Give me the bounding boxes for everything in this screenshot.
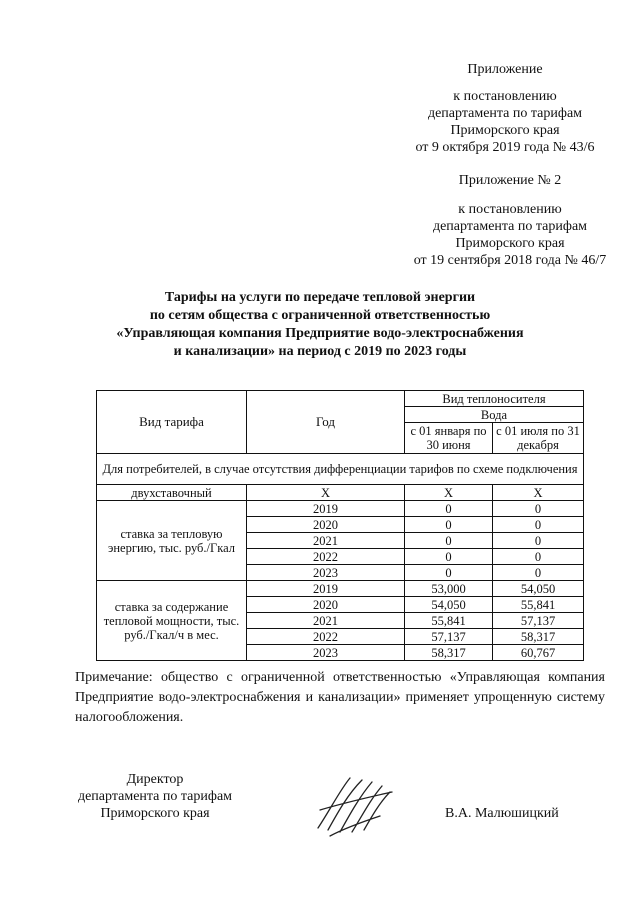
cell-value: 0 [405, 501, 493, 517]
section-row: Для потребителей, в случае отсутствия дифференциации тарифов по схеме подключения [97, 454, 584, 485]
cell-year: 2023 [247, 565, 405, 581]
header-water: Вода [405, 407, 584, 423]
appendix2-line: Приморского края [455, 236, 565, 251]
appendix-line: от 9 октября 2019 года № 43/6 [415, 140, 595, 155]
cell-value: 0 [405, 565, 493, 581]
title-line: и канализации» на период с 2019 по 2023 годы [173, 344, 467, 359]
cell-value: 0 [405, 549, 493, 565]
cell-value: 55,841 [405, 613, 493, 629]
title-line: «Управляющая компания Предприятие водо-электроснабжения [116, 326, 524, 341]
title-line: Тарифы на услуги по передаче тепловой энергии [164, 290, 476, 305]
cell-value: 58,317 [493, 629, 584, 645]
cell-value: 0 [405, 533, 493, 549]
cell-value: X [405, 485, 493, 501]
note-paragraph: Примечание: общество с ограниченной ответственностью «Управляющая компания Предприятие водо-электроснабжения и канализации» применяет упрощенную систему налогообложения. [75, 670, 605, 725]
appendix-line: к постановлению [453, 89, 557, 104]
title-line: по сетям общества с ограниченной ответственностью [149, 308, 491, 323]
cell-year: 2020 [247, 517, 405, 533]
table-row [97, 485, 584, 501]
cell-value: 57,137 [405, 629, 493, 645]
cell-value: 53,000 [405, 581, 493, 597]
header-period-2: с 01 июля по 31 декабря [493, 423, 584, 454]
cell-value: 0 [405, 517, 493, 533]
cell-year: 2022 [247, 629, 405, 645]
director-block [55, 771, 255, 822]
cell-value: 0 [493, 549, 584, 565]
appendix-line: департамента по тарифам [427, 106, 583, 121]
cell-value: 57,137 [493, 613, 584, 629]
director-name: В.А. Малюшицкий [445, 806, 559, 821]
appendix2-title: Приложение № 2 [458, 173, 562, 188]
cell-year: 2021 [247, 533, 405, 549]
director-department: департамента по тарифам [77, 789, 233, 804]
appendix2-line: к постановлению [458, 202, 562, 217]
director-region: Приморского края [100, 806, 210, 821]
appendix-title: Приложение [467, 62, 543, 77]
table-row [97, 581, 584, 597]
cell-value: X [493, 485, 584, 501]
cell-value: 58,317 [405, 645, 493, 661]
cell-year: X [247, 485, 405, 501]
appendix2-line: департамента по тарифам [432, 219, 588, 234]
two-part-label: двухставочный [97, 485, 247, 501]
cell-value: 55,841 [493, 597, 584, 613]
director-title: Директор [126, 772, 184, 787]
cell-year: 2019 [247, 501, 405, 517]
cell-value: 0 [493, 501, 584, 517]
header-period-1: с 01 января по 30 июня [405, 423, 493, 454]
cell-value: 54,050 [493, 581, 584, 597]
energy-rate-label: ставка за тепловую энергию, тыс. руб./Гкал [97, 501, 247, 581]
cell-year: 2023 [247, 645, 405, 661]
header-carrier: Вид теплоносителя [405, 391, 584, 407]
cell-value: 0 [493, 565, 584, 581]
tariff-table [96, 390, 584, 661]
header-tariff-type: Вид тарифа [97, 391, 247, 454]
appendix-line: Приморского края [450, 123, 560, 138]
cell-year: 2019 [247, 581, 405, 597]
capacity-rate-label: ставка за содержание тепловой мощности, тыс. руб./Гкал/ч в мес. [97, 581, 247, 661]
table-row [97, 501, 584, 517]
appendix-header [395, 61, 615, 156]
handwritten-signature [310, 770, 400, 840]
appendix2-header [400, 172, 620, 269]
cell-year: 2020 [247, 597, 405, 613]
cell-year: 2021 [247, 613, 405, 629]
document-title [90, 289, 550, 361]
cell-year: 2022 [247, 549, 405, 565]
header-year: Год [247, 391, 405, 454]
cell-value: 54,050 [405, 597, 493, 613]
appendix2-line: от 19 сентября 2018 года № 46/7 [413, 253, 607, 268]
cell-value: 60,767 [493, 645, 584, 661]
cell-value: 0 [493, 517, 584, 533]
cell-value: 0 [493, 533, 584, 549]
